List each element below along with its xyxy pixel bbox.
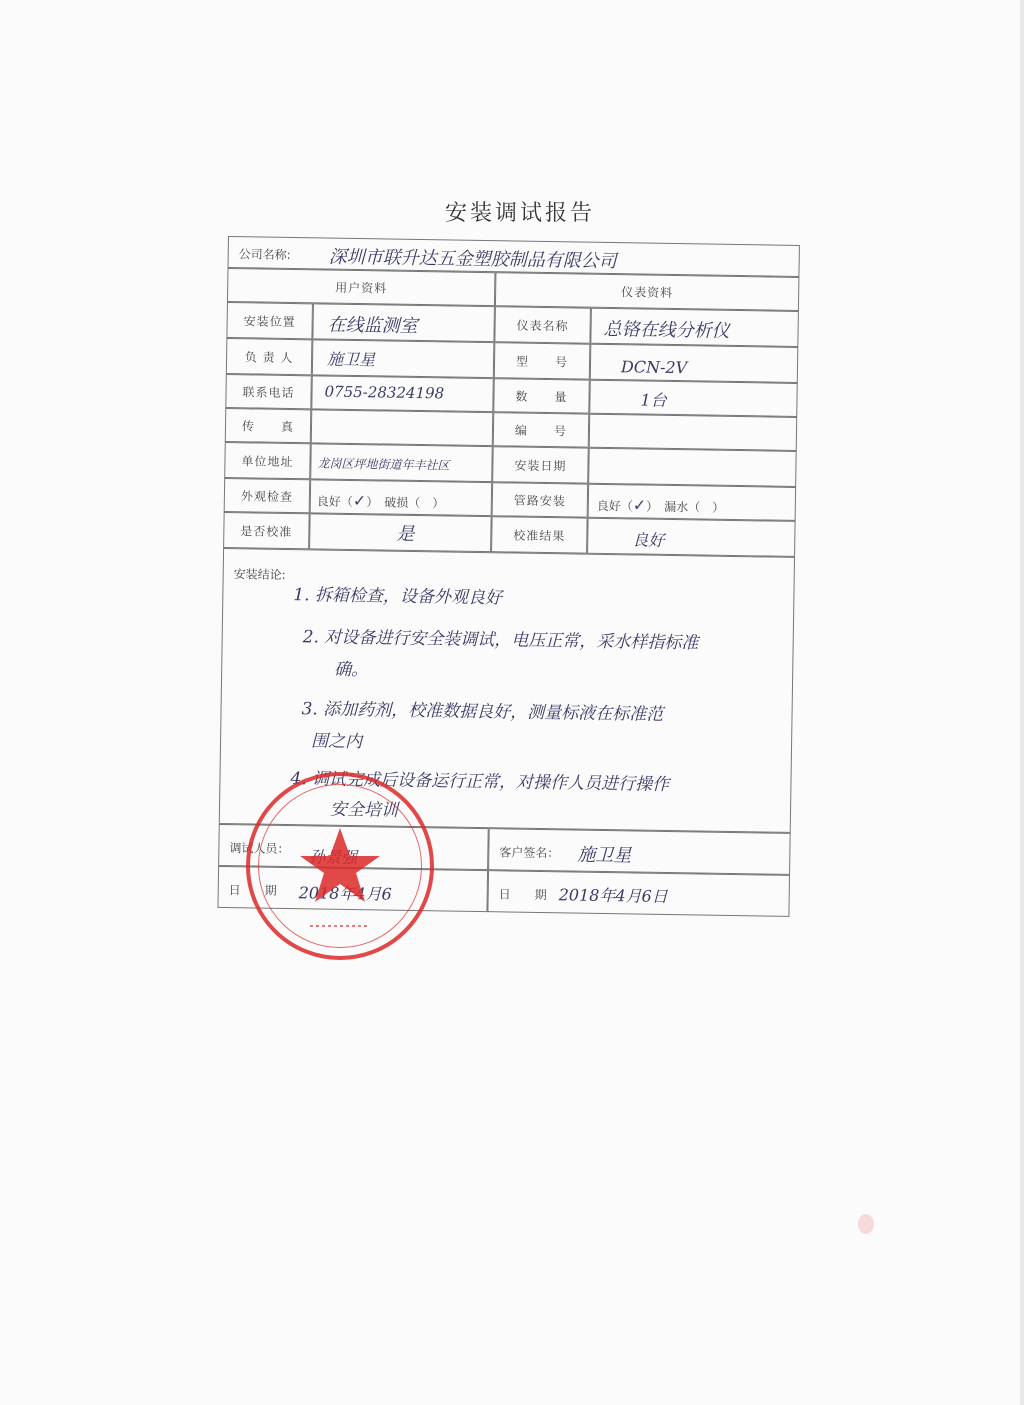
section-user: 用户资料 xyxy=(227,268,496,306)
conclusion-line-6: 4. 调试完成后设备运行正常，对操作人员进行操作 xyxy=(290,769,670,795)
company-label: 公司名称: xyxy=(238,247,291,262)
value-result-cell xyxy=(587,518,796,557)
check-mark-icon: ✓ xyxy=(632,495,647,515)
value-install-date-cell xyxy=(588,448,797,487)
debug-date-label: 日 期 xyxy=(228,883,277,898)
value-address-cell xyxy=(310,443,493,482)
section-meter: 仪表资料 xyxy=(495,272,799,311)
value-fax-cell xyxy=(311,409,494,446)
label-address: 单位地址 xyxy=(224,442,311,479)
value-qty: 1台 xyxy=(640,390,667,410)
conclusion-line-4: 3. 添加药剂，校准数据良好，测量标液在标准范 xyxy=(301,699,664,725)
value-address: 龙岗区坪地街道年丰社区 xyxy=(317,456,450,473)
company-seal-stamp xyxy=(246,772,434,960)
label-calibrate: 是否校准 xyxy=(223,512,310,549)
appearance-good-label: 良好（ xyxy=(316,494,353,509)
value-meter-name-cell xyxy=(590,308,799,347)
value-result: 良好 xyxy=(632,530,665,550)
conclusion-label: 安装结论: xyxy=(233,567,286,582)
pipe-good-label: 良好（ xyxy=(596,498,633,514)
value-appearance-cell xyxy=(310,479,493,516)
report-title: 安装调试报告 xyxy=(444,201,595,226)
label-phone: 联系电话 xyxy=(225,374,312,409)
debug-label: 调试人员： xyxy=(229,841,290,857)
value-model-cell xyxy=(590,344,799,383)
value-qty-cell xyxy=(589,380,798,417)
appearance-damage-end: ） xyxy=(420,496,445,511)
value-person-cell xyxy=(312,339,495,378)
label-serial: 编 号 xyxy=(493,412,590,448)
value-meter-name: 总铬在线分析仪 xyxy=(603,318,730,342)
value-pipe-cell xyxy=(588,484,797,521)
appearance-damage-label: ） 破损（ xyxy=(366,495,421,511)
check-mark-icon: ✓ xyxy=(352,490,367,511)
conclusion-line-2: 2. 对设备进行安全装调试，电压正常，采水样指标准 xyxy=(302,627,699,654)
pipe-leak-label: ） 漏水（ xyxy=(646,499,701,515)
company-name: 深圳市联升达五金塑胶制品有限公司 xyxy=(328,246,617,273)
value-person: 施卫星 xyxy=(326,349,376,370)
label-location: 安装位置 xyxy=(226,302,313,339)
customer-sign-cell xyxy=(488,828,791,875)
customer-label: 客户签名： xyxy=(499,845,560,861)
label-pipe: 管路安装 xyxy=(492,482,589,518)
value-model: DCN-2V xyxy=(620,357,688,378)
label-appearance: 外观检查 xyxy=(224,478,311,513)
label-model: 型 号 xyxy=(494,342,591,380)
conclusion-line-7: 安全培训 xyxy=(329,799,399,821)
label-meter-name: 仪表名称 xyxy=(494,306,591,344)
paper-speck xyxy=(858,1214,874,1234)
scan-edge xyxy=(1020,0,1024,1405)
customer-date-cell xyxy=(487,870,790,917)
label-fax: 传 真 xyxy=(225,408,312,443)
label-install-date: 安装日期 xyxy=(492,446,589,484)
label-person: 负 责 人 xyxy=(226,338,313,375)
value-phone-cell xyxy=(311,375,494,412)
value-location: 在线监测室 xyxy=(327,314,418,337)
label-result: 校准结果 xyxy=(491,516,588,554)
debug-date: 2018年4月6 xyxy=(298,883,392,904)
value-phone: 0755-28324198 xyxy=(324,382,445,403)
customer-date: 2018年4月6日 xyxy=(558,885,668,906)
value-calibrate-cell xyxy=(309,513,492,552)
conclusion-line-1: 1. 拆箱检查，设备外观良好 xyxy=(293,585,503,609)
pipe-leak-end: ） xyxy=(700,500,725,515)
value-calibrate: 是 xyxy=(396,523,415,545)
customer-date-label: 日 期 xyxy=(498,887,547,903)
label-qty: 数 量 xyxy=(493,378,590,414)
value-location-cell xyxy=(312,303,495,342)
seal-star-icon xyxy=(250,776,430,956)
customer-name: 施卫星 xyxy=(577,844,632,867)
conclusion-line-3: 确。 xyxy=(334,659,369,681)
value-serial-cell xyxy=(589,414,798,451)
conclusion-line-5: 围之内 xyxy=(310,731,363,753)
